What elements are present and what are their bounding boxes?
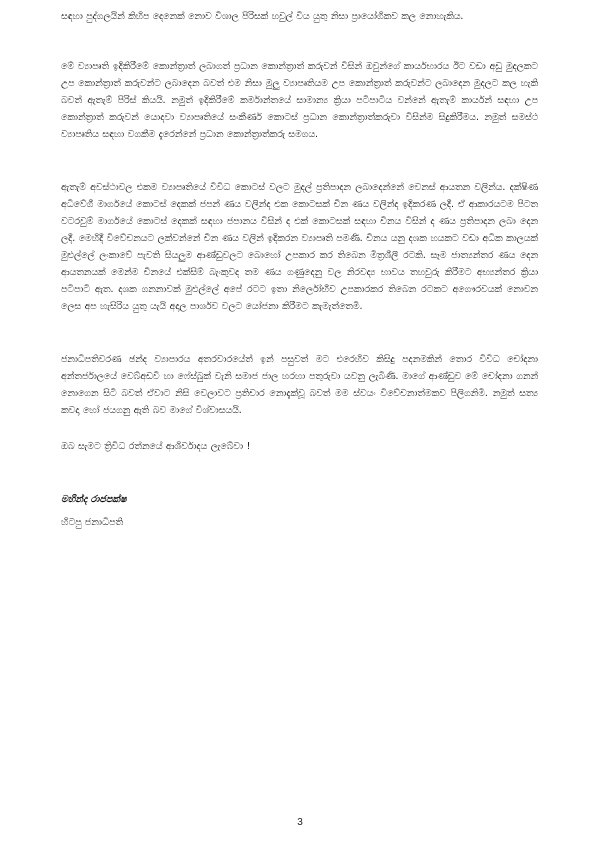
paragraph-1: සඳහා පුද්ගලයින් කිහිප දෙනෙක් නොව විශාල පිරිසක් හවුල් විය යුතු නිසා ප්‍රායෝගිකව කල නොහැකිය. (61, 11, 464, 22)
paragraph-3: ඇතැම් අවස්ථාවල එකම ව්‍යාපෘතියේ විවිධ කොටස් වලට මුදල් ප්‍රතිපාදන ලබාදෙන්නේ වෙනස් ආයතන වලින්ය. දක්ෂිණ අධිවේගී මාර්ගයේ කොටස් දෙකක් ජපන් ණය වලින්ද එක කොටසක් චීන ණය වලින්ද ඉදිකරණ ලදී. ඒ ආකාරයටම පිටත වටරවුම් මාර්ගයේ කොටස් දෙකක් සඳහා ජපානය විසින් ද එක් කොටසක් සඳහා චීනය විසින් ද ණය ප්‍රතිපාදන ලබා දෙන ලදී. මෙහිදී විවේචනයට ලක්වන්නේ චීන ණය වලින් ඉදිකරන ව්‍යාපෘති පමණි. චීනය යනු දශක හයකට වඩා අධික කාලයක් මුළුල්ලේ ලංකාවේ පැවති සියලුම ආණ්ඩුවලට බොහෝ උපකාර කර තිබෙන මිත්‍රශීලී රටකි. සෑම ජාත්‍යන්තර ණය දෙන ආයතනයක් මෙන්ම චීනයේ එක්සිම් බැංකුවද තම ණය ගණුදෙනු වල නිරවද්‍ය භාවය තහවුරු කිරීමට අභ්‍යන්තර ක්‍රියා පටිපාටි ඇත. දශක ගනනාවක් මුළුල්ලේ අපේ රටට ඉතා නිර්ලෝභීව උපකාරකර තිබෙන රටකට අගෞරවයක් නොවන ලෙස අප හැසිරිය යුතු යැයි අදාල පාර්ශව වලට යෝජනා කිරීමට කැමැත්තෙමි. (61, 182, 538, 312)
page-number: 3 (297, 817, 303, 828)
paragraph-4: ජනාධිපතිවරණ ඡන්ද ව්‍යාපාරය අතරවාරයේත් ඉන් පසුවත් මට එරෙහිව කිසිදු පදනමකින් තොර විවිධ චෝදනා අන්තර්ජාලයේ වෙබ්අඩවි හා ෆේස්බුක් වැනි සමාජ ජාල හරහා පතුරුවා යවනු ලැබිණි. මාගේ ආණ්ඩුව මේ චෝදනා ගනන් නොගෙන සිටි බවත් ඒවාට නිසි වෙලාවට ප්‍රතිචාර නොදැක්වූ බවත් මම ස්වයං විවේචනාත්මකව පිලිගනිමි. නමුත් සත්‍ය කවදා හෝ ජයගනු ඇති බව මාගේ විශ්වාසයයි. (61, 354, 538, 416)
paragraph-2: මේ ව්‍යාපෘති ඉදිකිරීමේ කොන්ත්‍රාත් ලබාගත් ප්‍රධාන කොන්ත්‍රාත් කරුවන් විසින් ඔවුන්ගේ කාර්යභාරය ඊට වඩා අඩු මුදලකට උප කොන්ත්‍රාත් කරුවන්ට ලබාදෙන බවත් එම නිසා මුලු ව්‍යාපෘතියම උප කොන්ත්‍රාත් කරුවන්ට ලබාදෙන මුදලට කල හැකි බවත් ඇතැම් පිරිස් කියයි. නමුත් ඉදිකිරීමේ කර්මාන්තයේ සාමාන්‍ය ක්‍රියා පටිපාටිය වන්නේ ඇතැම් කාර්යන් සඳහා උප කොන්ත්‍රාත් කරුවන් යොදවා ව්‍යාපෘතියේ සංකීර්ණ කොටස් ප්‍රධාන කොන්ත්‍රාත්කරුවා විසින්ම සිදුකිරීමය. නමුත් සමස්ථ ව්‍යාපෘතිය සඳහා වගකීම දැරෙන්නේ ප්‍රධාන කොන්ත්‍රාත්කරු සමගය. (61, 61, 538, 140)
signature-title: හිටපු ජනාධිපති (61, 517, 124, 528)
signature-name: මහින්ද රාජපක්ෂ (61, 494, 127, 505)
blessing-line: ඔබ සැමට ත්‍රිවිධ රත්නයේ ආශිර්වාදය ලැබේවා ! (61, 441, 251, 452)
